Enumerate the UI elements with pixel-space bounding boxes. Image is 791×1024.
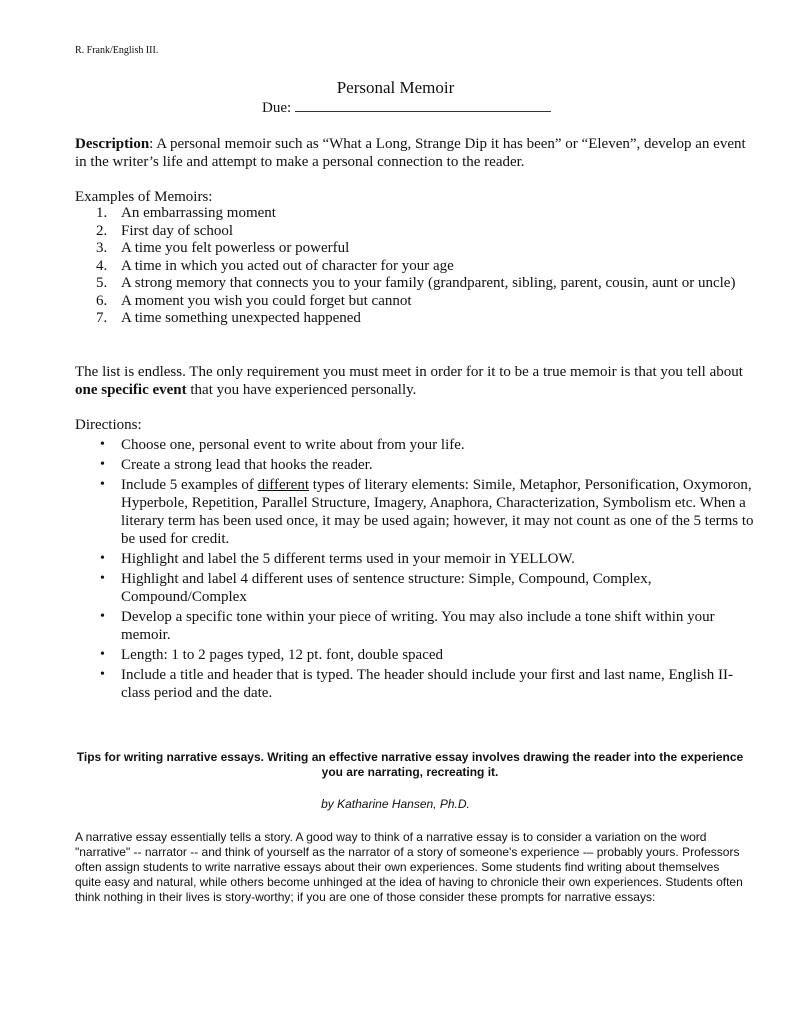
list-item-text: Develop a specific tone within your piece of writing. You may also include a tone shift within your memoir.	[121, 609, 715, 643]
due-label: Due:	[262, 100, 292, 116]
list-item	[75, 476, 755, 548]
due-line	[262, 99, 551, 117]
bullet-icon: •	[100, 667, 105, 682]
list-number: 4.	[96, 257, 108, 274]
list-number: 7.	[96, 310, 108, 326]
list-item-text: Highlight and label 4 different uses of sentence structure: Simple, Compound, Complex, Compound/Complex	[121, 571, 652, 605]
bullet-icon: •	[100, 457, 105, 472]
page-title: Personal Memoir	[336, 78, 455, 97]
list-item	[75, 570, 755, 606]
list-item	[75, 646, 755, 664]
list-item-text: A time something unexpected happened	[121, 310, 361, 326]
list-item	[75, 456, 755, 474]
list-item-text: A moment you wish you could forget but cannot	[121, 292, 412, 309]
list-item	[75, 310, 755, 328]
list-item-text: A strong memory that connects you to your family (grandparent, sibling, parent, cousin, aunt or uncle)	[121, 275, 736, 291]
examples-list	[75, 205, 755, 328]
list-item	[75, 205, 755, 223]
list-number: 1.	[96, 205, 108, 221]
description-paragraph	[75, 135, 755, 171]
list-item	[75, 240, 755, 258]
list-item	[75, 293, 755, 311]
requirement-bold: one specific event	[75, 382, 187, 398]
list-item-text: Length: 1 to 2 pages typed, 12 pt. font, double spaced	[121, 647, 444, 663]
bullet-icon: •	[100, 551, 105, 566]
list-item	[75, 258, 755, 276]
list-item-text: A time in which you acted out of character for your age	[121, 257, 454, 274]
list-item	[75, 608, 755, 644]
requirement-text-end: that you have experienced personally.	[186, 382, 417, 398]
list-number: 3.	[96, 240, 108, 256]
list-item-text: An embarrassing moment	[121, 205, 276, 221]
list-item	[75, 550, 755, 568]
list-item	[75, 436, 755, 454]
author-byline: by Katharine Hansen, Ph.D.	[321, 797, 470, 811]
bullet-icon: •	[100, 647, 105, 662]
list-item-text: Include a title and header that is typed. The header should include your first and last name, English II-class period and the date.	[121, 667, 734, 701]
list-number: 6.	[96, 292, 108, 309]
list-item-text: Highlight and label the 5 different terms used in your memoir in YELLOW.	[121, 551, 575, 567]
bullet-icon: •	[100, 609, 105, 624]
examples-heading: Examples of Memoirs:	[75, 189, 213, 205]
bullet-icon: •	[100, 437, 105, 452]
list-number: 2.	[96, 222, 108, 239]
list-number: 5.	[96, 275, 108, 291]
due-blank	[295, 99, 551, 112]
bullet-icon: •	[100, 477, 105, 492]
list-item-text: First day of school	[121, 222, 234, 239]
list-item-text: A time you felt powerless or powerful	[121, 240, 350, 256]
list-item-text: Create a strong lead that hooks the reader.	[121, 457, 373, 473]
tips-heading: Tips for writing narrative essays. Writing an effective narrative essay involves drawing the reader into the experience you are narrating, recreating it.	[76, 750, 744, 779]
bullet-icon: •	[100, 571, 105, 586]
directions-list	[75, 436, 755, 704]
list-item	[75, 666, 755, 702]
list-item-text: Choose one, personal event to write about from your life.	[121, 437, 465, 453]
requirement-text: The list is endless. The only requirement you must meet in order for it to be a true memoir is that you tell about	[75, 364, 743, 380]
description-text: : A personal memoir such as “What a Long, Strange Dip it has been” or “Eleven”, develop an event in the writer’s life and attempt to make a personal connection to the reader.	[75, 136, 746, 170]
underlined-word: different	[257, 477, 309, 493]
list-item	[75, 275, 755, 293]
list-item-text: Include 5 examples of	[121, 477, 258, 493]
header-note: R. Frank/English III.	[75, 45, 159, 56]
narrative-paragraph: A narrative essay essentially tells a story. A good way to think of a narrative essay is to consider a variation on the word "narrative" -- narrator -- and think of yourself as the narrator of a story of someone's experience -– probably yours. Professors often assign students to write narrative essays about their own experiences. Some students find writing about themselves quite easy and natural, while others become unhinged at the idea of having to chronicle their own experiences. Students often think nothing in their lives is story-worthy; if you are one of those consider these prompts for narrative essays:	[75, 830, 743, 904]
list-item-text-end: types of literary elements: Simile, Metaphor, Personification, Oxymoron, Hyperbole, Repetition, Parallel Structure, Imagery, Anaphora, Characterization, Symbolism etc. When a literary term has been used once, it may be used again; however, it may not count as one of the 5 terms to be used for credit.	[121, 477, 754, 547]
directions-heading: Directions:	[75, 417, 142, 433]
requirement-paragraph	[75, 363, 755, 399]
list-item	[75, 223, 755, 241]
description-label: Description	[75, 136, 150, 152]
